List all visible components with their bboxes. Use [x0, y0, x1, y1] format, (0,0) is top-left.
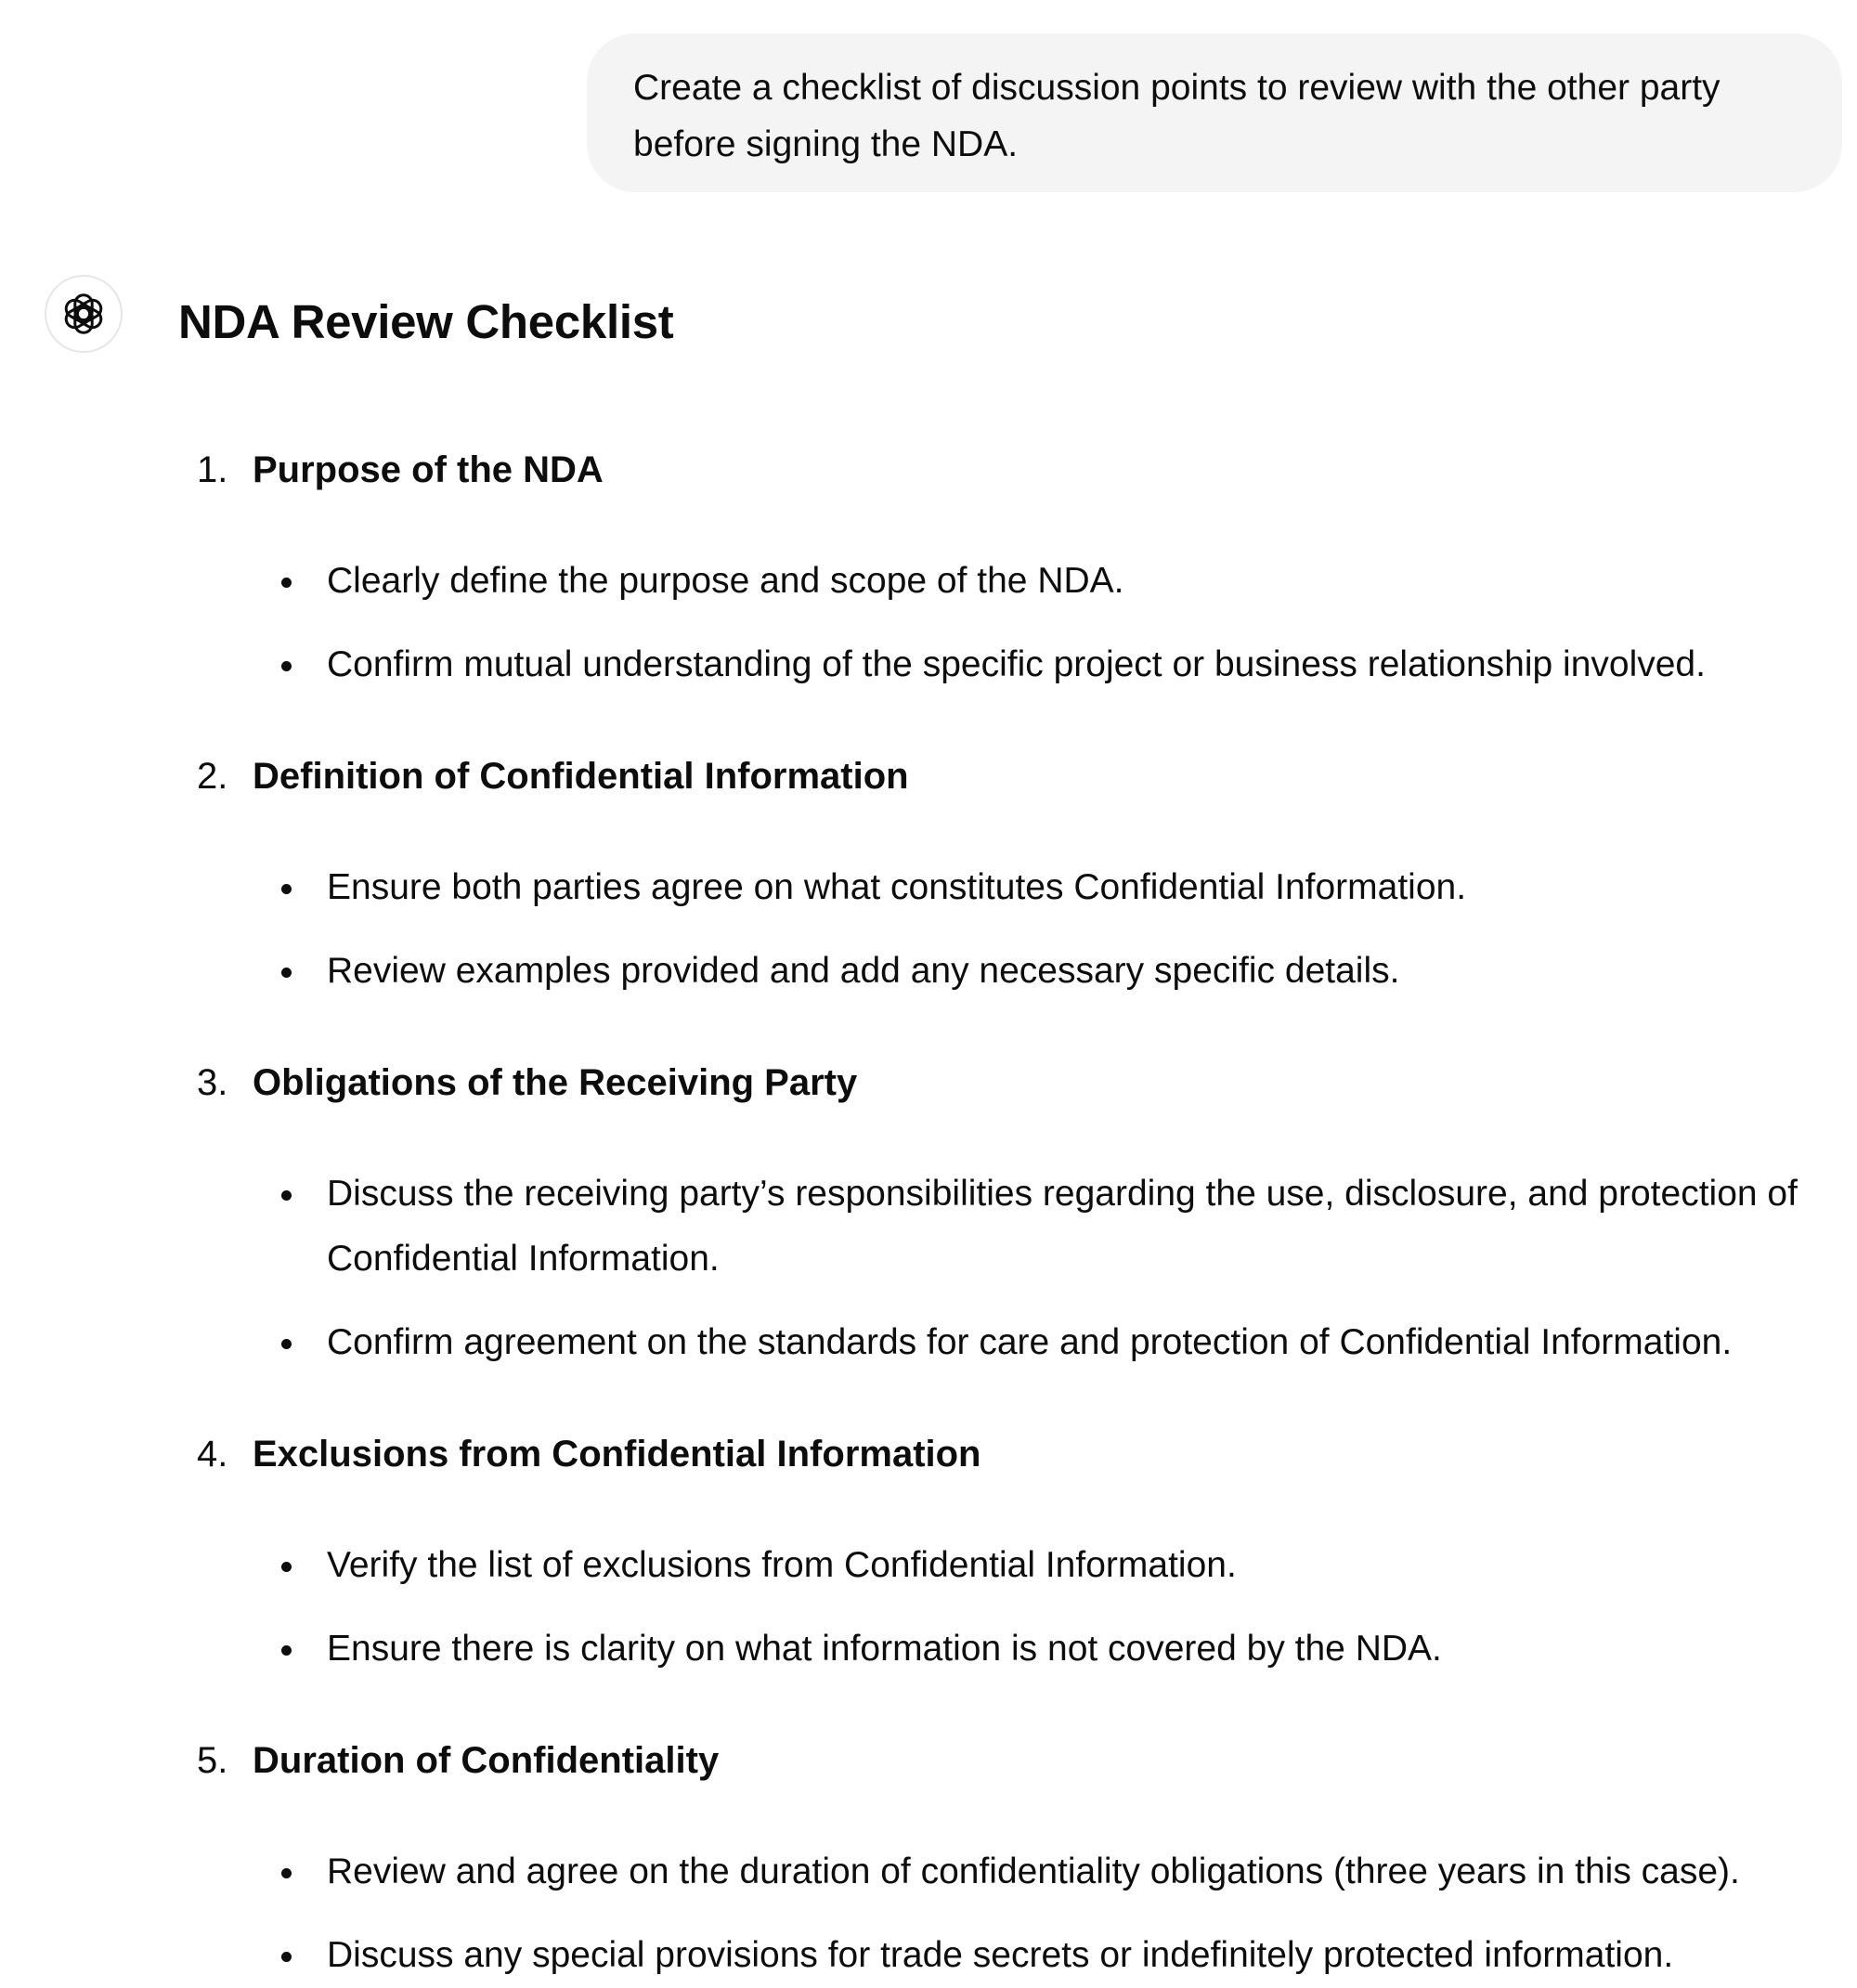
section-number: 5. [197, 1740, 228, 1781]
checklist-section [178, 1426, 1840, 1682]
section-title: Purpose of the NDA [253, 449, 604, 490]
bullet-list [178, 855, 1840, 1004]
list-item: Ensure both parties agree on what constitutes Confidential Information. [178, 855, 1840, 920]
response-title: NDA Review Checklist [178, 295, 674, 348]
bullet-list [178, 1839, 1840, 1988]
section-title: Exclusions from Confidential Information [253, 1434, 981, 1475]
list-item: Clearly define the purpose and scope of the NDA. [178, 549, 1840, 614]
list-item: Review examples provided and add any necessary specific details. [178, 939, 1840, 1004]
section-title: Definition of Confidential Information [253, 756, 909, 797]
list-item: Confirm agreement on the standards for care and protection of Confidential Information. [178, 1310, 1840, 1375]
assistant-response [178, 290, 1840, 1988]
checklist-section [178, 442, 1840, 697]
user-message-bubble [587, 33, 1842, 192]
section-number: 3. [197, 1062, 228, 1103]
checklist-section [178, 1733, 1840, 1988]
assistant-avatar [45, 275, 123, 353]
section-number: 1. [197, 449, 228, 490]
section-number: 4. [197, 1434, 228, 1475]
bullet-list [178, 1162, 1840, 1375]
section-title: Obligations of the Receiving Party [253, 1062, 858, 1103]
section-heading [178, 1055, 1840, 1111]
list-item: Review and agree on the duration of confidentiality obligations (three years in this case). [178, 1839, 1840, 1904]
openai-logo-icon [62, 292, 105, 335]
list-item: Ensure there is clarity on what information is not covered by the NDA. [178, 1617, 1840, 1682]
section-heading [178, 1426, 1840, 1482]
list-item: Confirm mutual understanding of the specific project or business relationship involved. [178, 632, 1840, 697]
bullet-list [178, 1533, 1840, 1682]
section-heading [178, 442, 1840, 498]
bullet-list [178, 549, 1840, 697]
list-item: Discuss the receiving party’s responsibilities regarding the use, disclosure, and protection of Confidential Information. [178, 1162, 1840, 1292]
section-number: 2. [197, 756, 228, 797]
list-item: Verify the list of exclusions from Confidential Information. [178, 1533, 1840, 1598]
checklist-section [178, 748, 1840, 1004]
section-heading [178, 748, 1840, 804]
user-message-text: Create a checklist of discussion points to review with the other party before signing the NDA. [633, 68, 1721, 164]
section-heading [178, 1733, 1840, 1788]
section-title: Duration of Confidentiality [253, 1740, 720, 1781]
checklist-section [178, 1055, 1840, 1375]
list-item: Discuss any special provisions for trade secrets or indefinitely protected information. [178, 1923, 1840, 1988]
